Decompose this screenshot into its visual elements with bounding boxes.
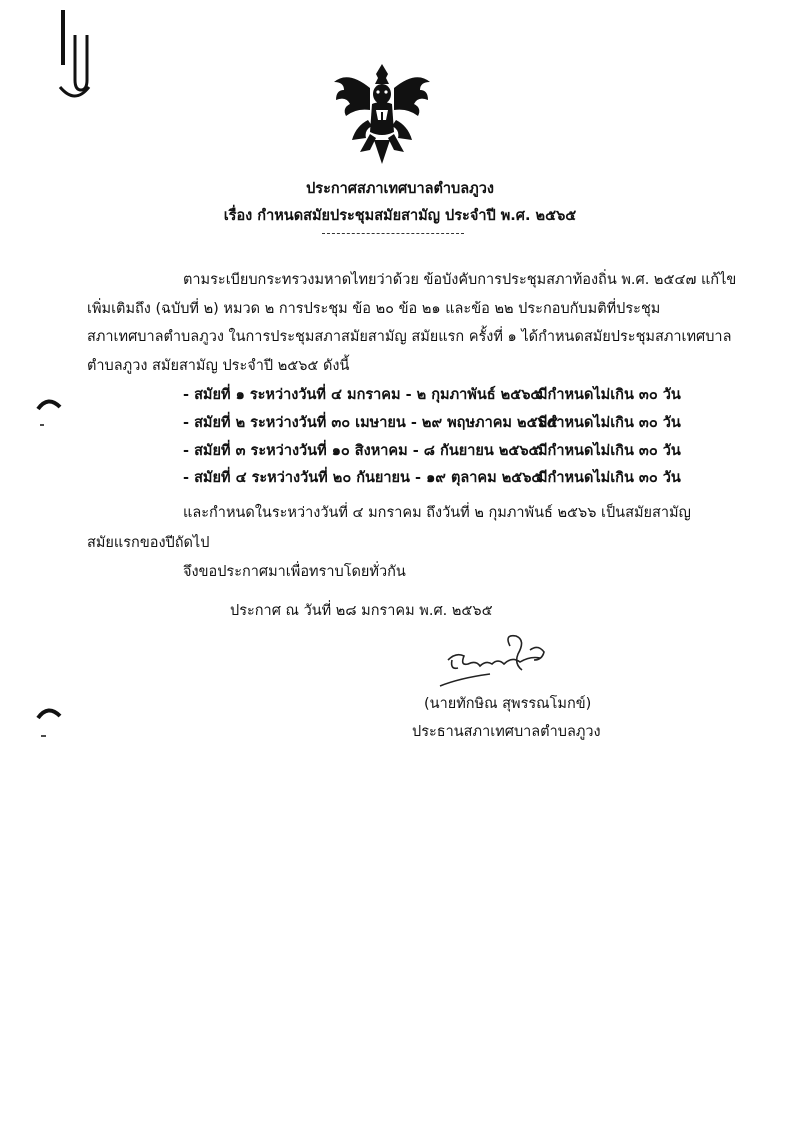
session-period: - สมัยที่ ๑ ระหว่างวันที่ ๔ มกราคม - ๒ กุมภาพันธ์ ๒๕๖๕	[183, 387, 542, 403]
scan-hole-mark	[34, 395, 64, 435]
body-line: ตามระเบียบกระทรวงมหาดไทยว่าด้วย ข้อบังคับการประชุมสภาท้องถิ่น พ.ศ. ๒๕๔๗ แก้ไข	[183, 272, 737, 288]
signer-position: ประธานสภาเทศบาลตำบลภูวง	[412, 724, 601, 740]
binder-clip-mark	[55, 5, 95, 100]
session-period: - สมัยที่ ๓ ระหว่างวันที่ ๑๐ สิงหาคม - ๘ กันยายน ๒๕๖๕	[183, 443, 540, 459]
closing-line: สมัยแรกของปีถัดไป	[87, 535, 210, 551]
session-schedule-item	[183, 383, 681, 406]
session-limit: มีกำหนดไม่เกิน ๓๐ วัน	[538, 470, 681, 486]
announcement-statement: จึงขอประกาศมาเพื่อทราบโดยทั่วกัน	[183, 564, 406, 580]
signer-name: (นายทักษิณ สุพรรณโมกข์)	[424, 696, 592, 712]
session-schedule-item	[183, 439, 681, 462]
session-period: - สมัยที่ ๒ ระหว่างวันที่ ๓๐ เมษายน - ๒๙ พฤษภาคม ๒๕๖๕	[183, 415, 558, 431]
closing-line: และกำหนดในระหว่างวันที่ ๔ มกราคม ถึงวันที่ ๒ กุมภาพันธ์ ๒๕๖๖ เป็นสมัยสามัญ	[183, 505, 691, 521]
title-separator	[322, 233, 464, 234]
scan-hole-mark	[34, 700, 64, 745]
session-schedule-item	[183, 411, 681, 434]
announcement-subject: เรื่อง กำหนดสมัยประชุมสมัยสามัญ ประจำปี พ.ศ. ๒๕๖๕	[223, 208, 577, 224]
session-limit: มีกำหนดไม่เกิน ๓๐ วัน	[538, 387, 681, 403]
session-period: - สมัยที่ ๔ ระหว่างวันที่ ๒๐ กันยายน - ๑๙ ตุลาคม ๒๕๖๕	[183, 470, 543, 486]
session-limit: มีกำหนดไม่เกิน ๓๐ วัน	[538, 415, 681, 431]
handwritten-signature-icon	[430, 630, 560, 692]
session-limit: มีกำหนดไม่เกิน ๓๐ วัน	[538, 443, 681, 459]
body-line: สภาเทศบาลตำบลภูวง ในการประชุมสภาสมัยสามัญ สมัยแรก ครั้งที่ ๑ ได้กำหนดสมัยประชุมสภาเทศบาล	[87, 329, 732, 345]
garuda-emblem-icon	[330, 60, 434, 168]
body-line: ตำบลภูวง สมัยสามัญ ประจำปี ๒๕๖๕ ดังนี้	[87, 358, 350, 374]
announcement-title: ประกาศสภาเทศบาลตำบลภูวง	[306, 181, 494, 197]
session-schedule-item	[183, 466, 681, 489]
body-line: เพิ่มเติมถึง (ฉบับที่ ๒) หมวด ๒ การประชุม ข้อ ๒๐ ข้อ ๒๑ และข้อ ๒๒ ประกอบกับมติที่ประชุม	[87, 301, 661, 317]
announcement-date: ประกาศ ณ วันที่ ๒๘ มกราคม พ.ศ. ๒๕๖๕	[230, 603, 493, 619]
